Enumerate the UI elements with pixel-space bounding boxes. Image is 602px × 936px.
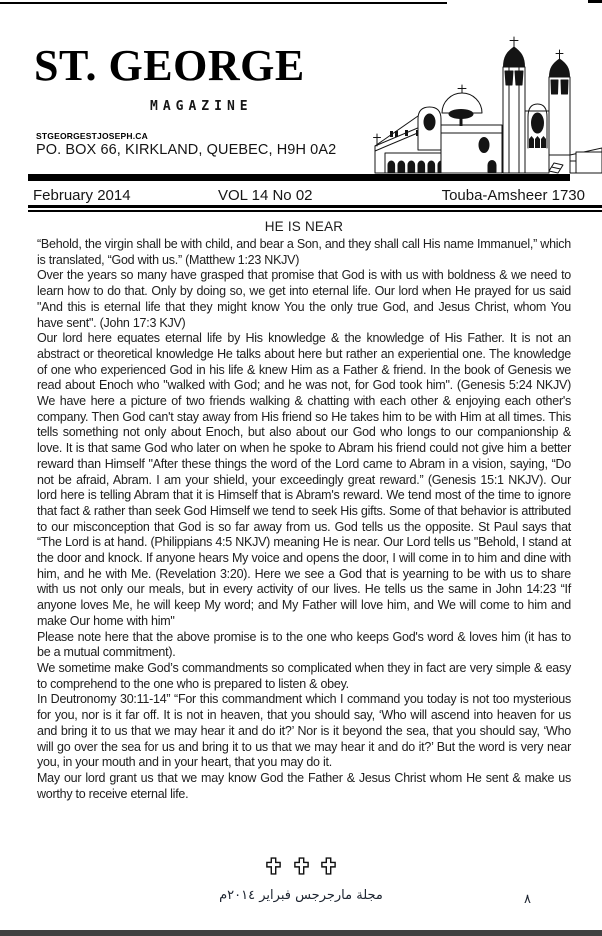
magazine-title: ST. GEORGE: [34, 41, 305, 90]
article-body: [37, 219, 571, 802]
scan-artifact-top-dash: [588, 0, 602, 3]
page-number: ٨: [524, 892, 531, 907]
horizontal-rule-double-upper: [28, 205, 602, 208]
footer-arabic-title: مجلة مارجرجس فبراير ٢٠١٤م: [219, 888, 383, 903]
article-paragraph: We sometime make God’s commandments so complicated when they in fact are very simple & easy to comprehend to the one who is prepared to listen & obey.: [37, 660, 571, 691]
article-paragraph: Please note here that the above promise is to the one who keeps God's word & loves him (it has to be a mutual commitment).: [37, 629, 571, 660]
issue-coptic-date: Touba-Amsheer 1730: [441, 187, 585, 204]
horizontal-rule-top: [28, 174, 570, 181]
horizontal-rule-double-lower: [28, 210, 602, 212]
article-paragraph: Over the years so many have grasped that promise that God is with us with boldness & we need to learn how to do that. Only by doing so, we get into eternal life. Our lord when He prayed for us said "And this is eternal life that they might know You the only true God, and Jesus Christ, whom You have sent". (John 17:3 KJV): [37, 268, 571, 330]
article-paragraph: “Behold, the virgin shall be with child, and bear a Son, and they shall call His name Immanuel,” which is translated, “God with us.” (Matthew 1:23 NKJV): [37, 237, 571, 267]
website-url: STGEORGESTJOSEPH.CA: [36, 131, 148, 141]
outlined-cross-icon: [266, 857, 281, 875]
issue-volume: VOL 14 No 02: [218, 187, 313, 204]
outlined-cross-icon: [321, 857, 336, 875]
scan-artifact-top-line: [0, 2, 447, 4]
article-paragraph: In Deutronomy 30:11-14” “For this commandment which I command you today is not too mysterious for you, nor is it far off. It is not in heaven, that you should say, ‘Who will ascend into heaven for us and bring it to us that we may hear it and do it?’ Nor is it beyond the sea, that you should say, ‘Who will go over the sea for us and bring it to us that we may hear it and do it?’ But the word is very near you, in your mouth and in your heart, that you may do it.: [37, 692, 571, 770]
crosses-row: [0, 857, 602, 875]
article-paragraph: May our lord grant us that we may know God the Father & Jesus Christ whom He sent & make us worthy to receive eternal life.: [37, 770, 571, 801]
bottom-rule: [0, 930, 602, 936]
church-illustration: [372, 15, 602, 175]
article-paragraph: Our lord here equates eternal life by His knowledge & the knowledge of His Father. It is not an abstract or theoretical knowledge He talks about here but rather an experiential one. The knowledge of one who experienced God in his life & knew Him as a Father & friend. In the book of Genesis we read about Enoch who "walked with God; and he was not, for God took him". (Genesis 5:24 NKJV) We have here a picture of two friends walking & chatting with each other & enjoying each other's company. Then God can't stay away from His friend so He takes him to be with Him at all times. This tells something not only about Enoch, but also about our God who longs to our companionship & love. It is that same God who later on when he spoke to Abram his friend could not give him a better reward than Himself "After these things the word of the Lord came to Abram in a vision, saying, “Do not be afraid, Abram. I am your shield, your exceedingly great reward.” (Genesis 15:1 NKJV). Our lord here is telling Abram that it is Himself that is Abram's reward. We tend most of the time to ignore that fact & rather than seek God Himself we tend to seek His gifts. Some of that behavior is attributed to our misconception that God is so far away from us. God tells us the opposite. St Paul says that “The Lord is at hand. (Philippians 4:5 NKJV) meaning He is near. Our Lord tells us "Behold, I stand at the door and knock. If anyone hears My voice and opens the door, I will come in to him and dine with him, and he with Me. (Revelation 3:20). Here we see a God that is yearning to be with us to share with us not only our meals, but in every activity of our lives. He tells us the same in John 14:23 “If anyone loves Me, he will keep My word; and My Father will love him, and We will come to him and make Our home with him": [37, 331, 571, 628]
mailing-address: PO. BOX 66, KIRKLAND, QUEBEC, H9H 0A2: [36, 142, 337, 158]
article-title: HE IS NEAR: [264, 219, 344, 234]
magazine-subtitle: MAGAZINE: [150, 99, 253, 114]
outlined-cross-icon: [294, 857, 309, 875]
issue-date: February 2014: [33, 187, 131, 204]
